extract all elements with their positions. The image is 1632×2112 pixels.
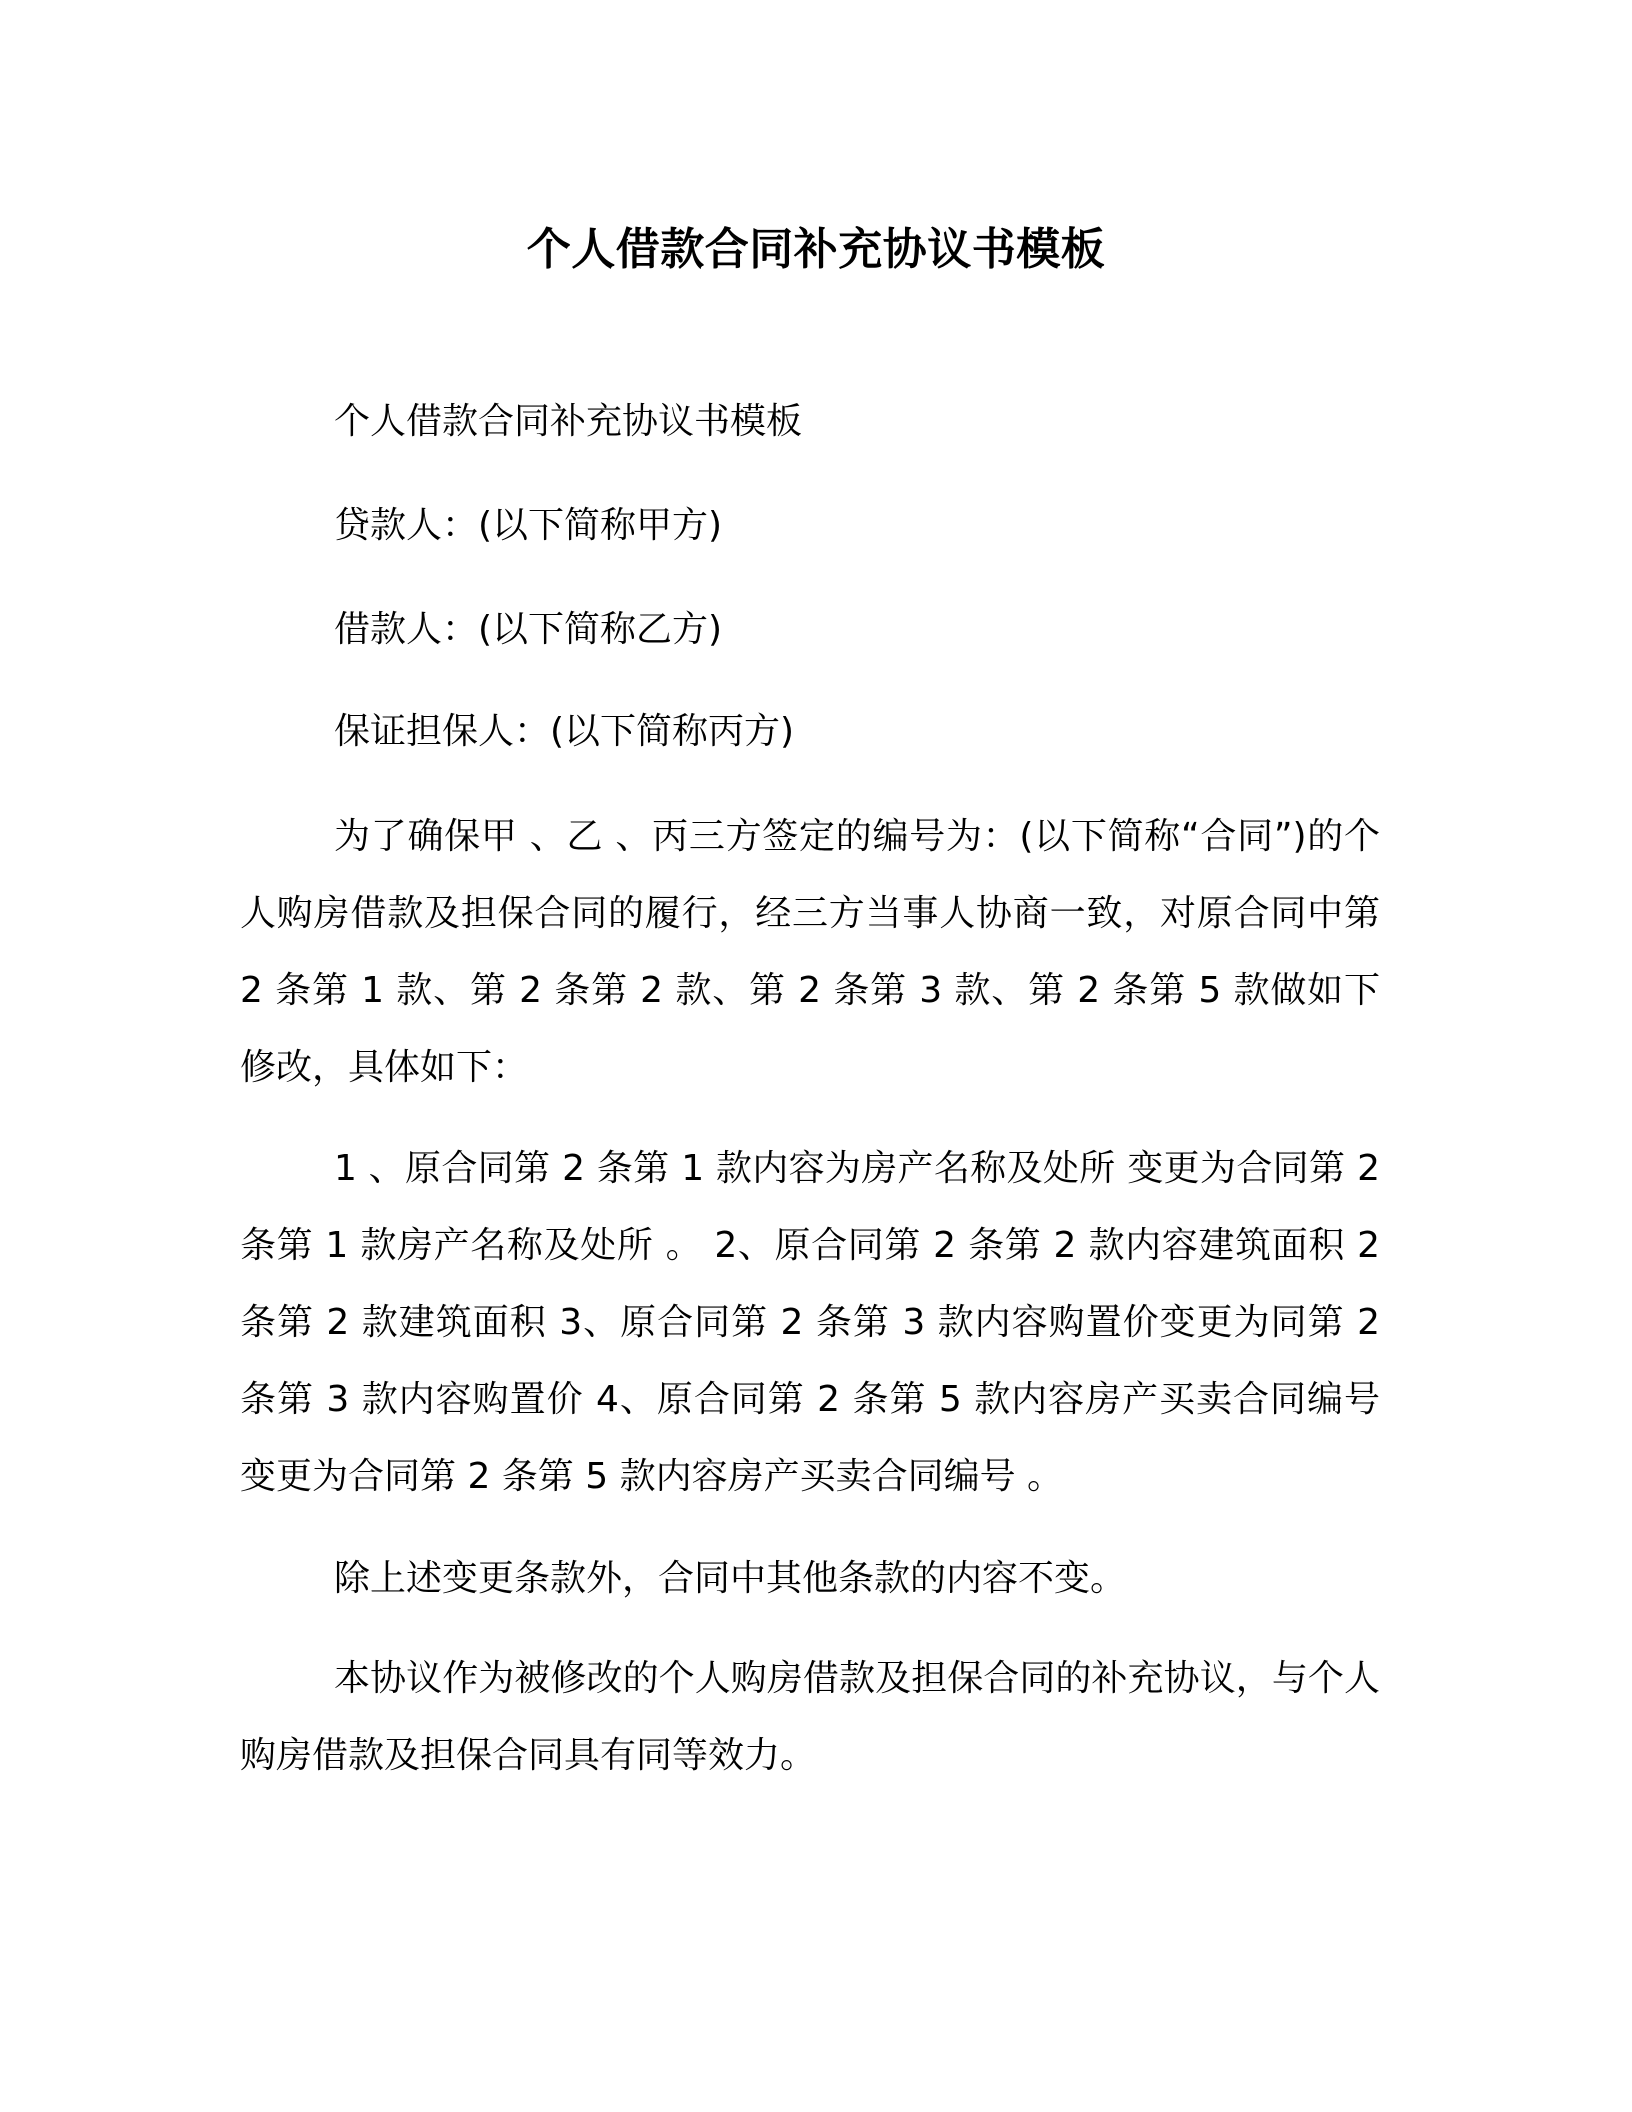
borrower-line: 借款人：(以下简称乙方) — [334, 609, 723, 650]
intro-paragraph: 为了确保甲 、乙 、丙三方签定的编号为：(以下简称“合同”)的个人购房借款及担保合同的履行，经三方当事人协商一致，对原合同中第 2 条第 1 款、第 2 条第 2 款、第 2 条第 3 款、第 2 条第 5 款做如下修改，具体如下： — [240, 816, 1380, 1088]
unchanged-paragraph: 除上述变更条款外，合同中其他条款的内容不变。 — [334, 1558, 1127, 1599]
intro-block — [240, 798, 1380, 1106]
guarantor-line: 保证担保人：(以下简称丙方) — [334, 711, 795, 752]
changes-paragraph: 1 、原合同第 2 条第 1 款内容为房产名称及处所 变更为合同第 2 条第 1 款房产名称及处所 。 2、原合同第 2 条第 2 款内容建筑面积 2 条第 2 款建筑面积 3、原合同第 2 条第 3 款内容购置价变更为同第 2 条第 3 款内容购置价 4、原合同第 2 条第 5 款内容房产买卖合同编号变更为合同第 2 条第 5 款内容房产买卖合同编号 。 — [240, 1148, 1380, 1497]
unchanged-block — [240, 1540, 1380, 1617]
lender-line: 贷款人：(以下简称甲方) — [334, 505, 723, 546]
effect-block — [240, 1640, 1380, 1794]
document-title: 个人借款合同补充协议书模板 — [526, 224, 1106, 275]
changes-block — [240, 1130, 1380, 1515]
effect-paragraph: 本协议作为被修改的个人购房借款及担保合同的补充协议，与个人购房借款及担保合同具有同等效力。 — [240, 1658, 1380, 1776]
document-subtitle: 个人借款合同补充协议书模板 — [334, 401, 803, 442]
